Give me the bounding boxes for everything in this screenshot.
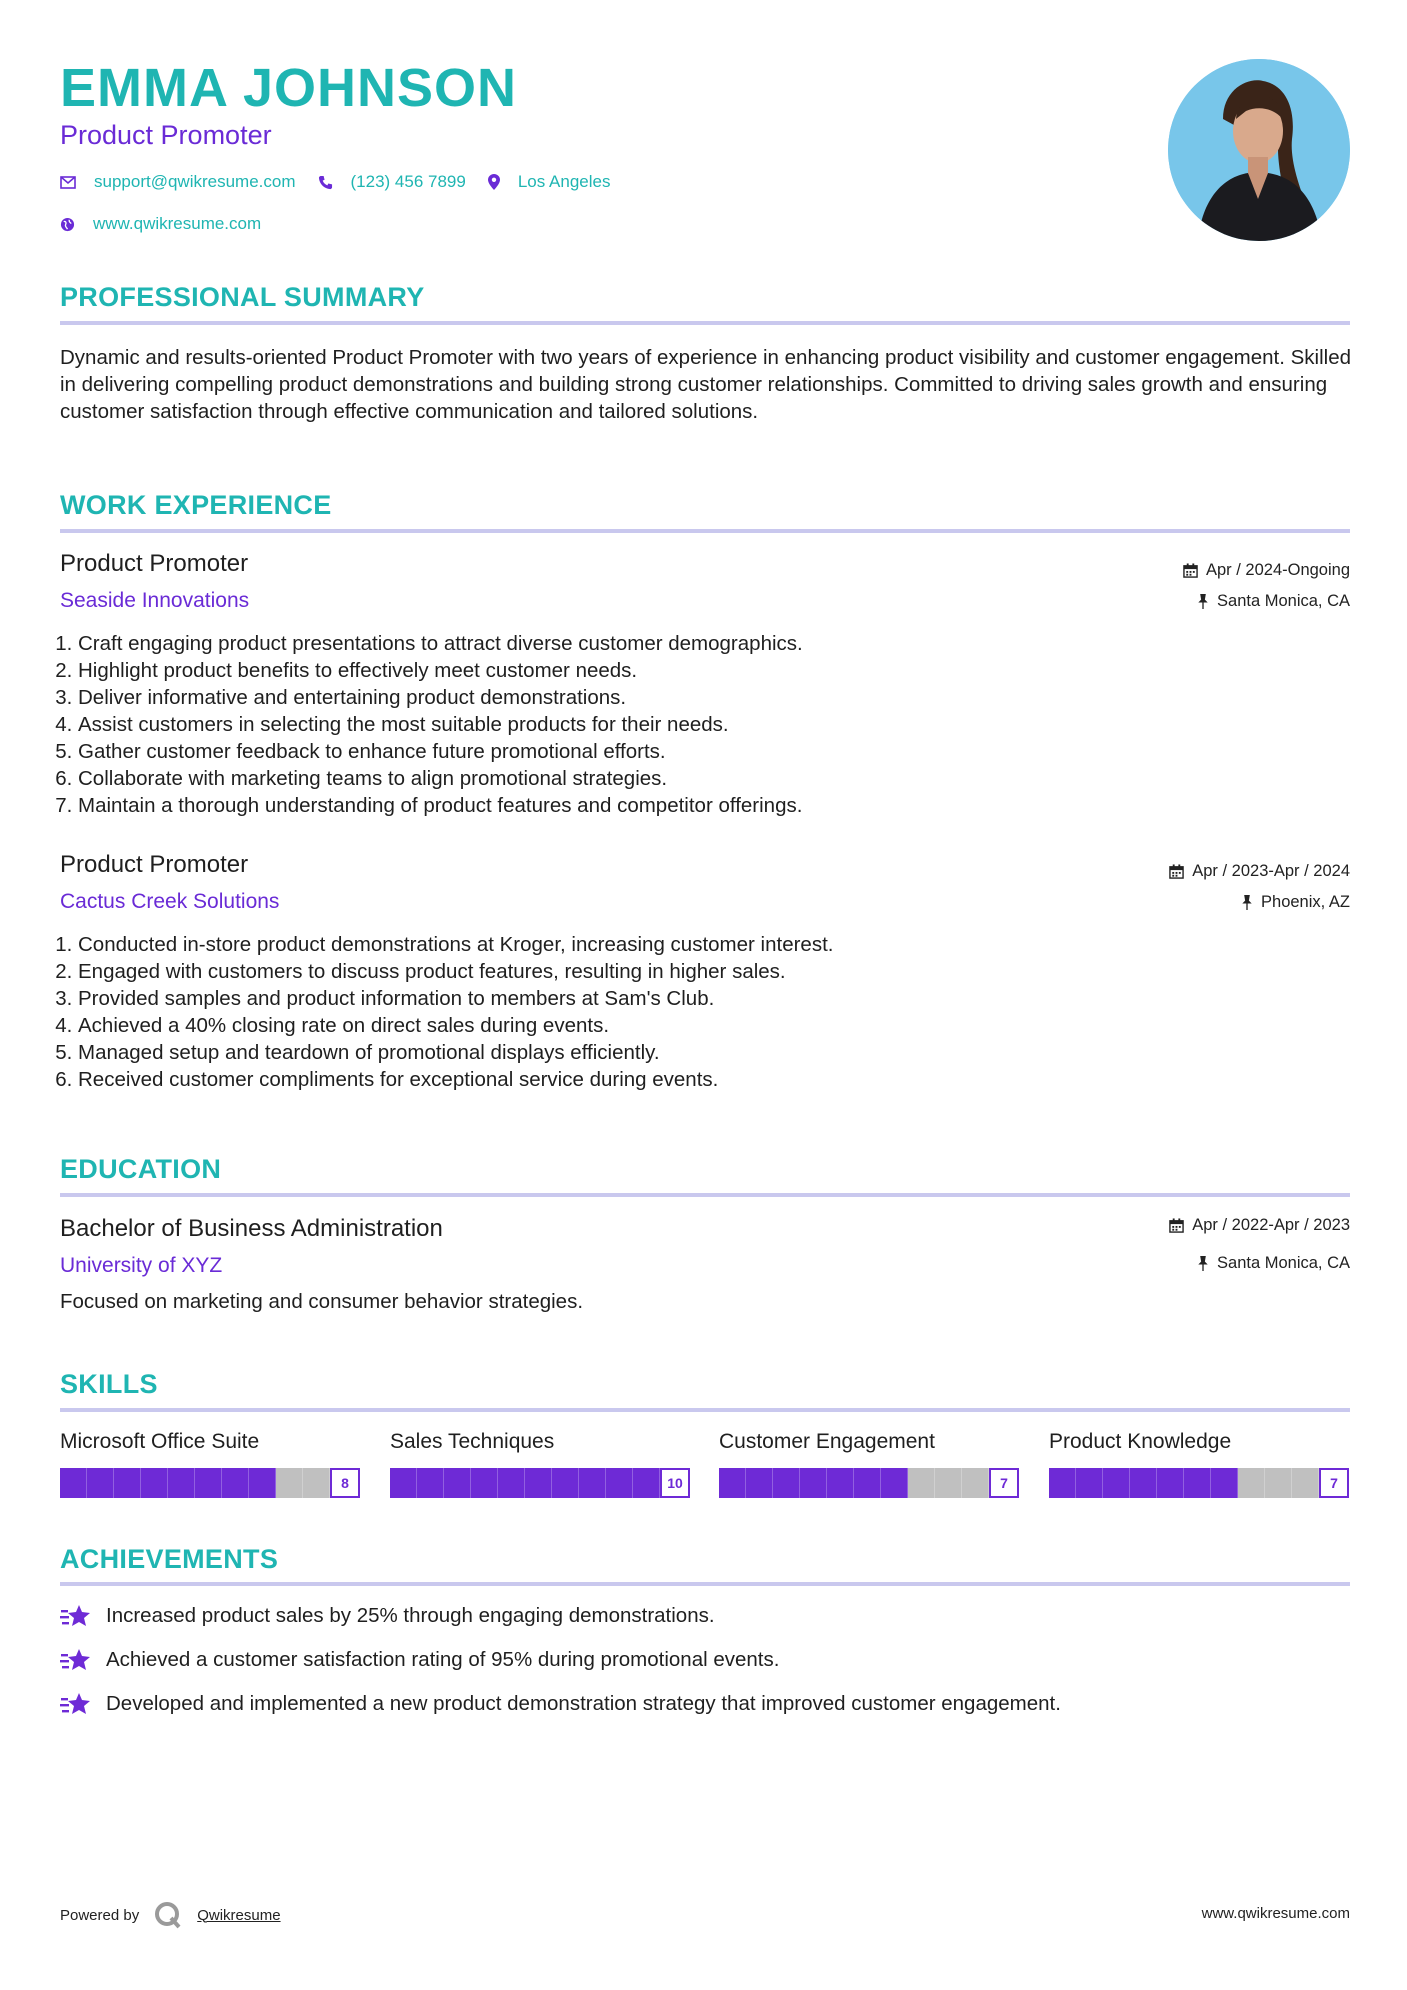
powered-by-text: Powered by bbox=[60, 1906, 140, 1924]
achievement-item bbox=[60, 1647, 779, 1673]
calendar-icon bbox=[1169, 1218, 1184, 1233]
skill-bar bbox=[390, 1468, 690, 1498]
section-divider bbox=[60, 529, 1350, 533]
job-dates bbox=[1183, 559, 1350, 581]
job-dates-text: Apr / 2023-Apr / 2024 bbox=[1192, 862, 1350, 880]
list-item: 3. Deliver informative and entertaining product demonstrations. bbox=[78, 684, 803, 711]
section-title-education: EDUCATION bbox=[60, 1154, 222, 1184]
education-location bbox=[1197, 1252, 1350, 1274]
list-item: 5. Managed setup and teardown of promotional displays efficiently. bbox=[78, 1039, 833, 1066]
skill-bar bbox=[719, 1468, 1019, 1498]
skill-label: Product Knowledge bbox=[1049, 1430, 1232, 1453]
list-item: 1. Conducted in-store product demonstrations at Kroger, increasing customer interest. bbox=[78, 931, 833, 958]
skill-item bbox=[719, 1428, 1019, 1491]
phone-contact[interactable] bbox=[318, 172, 466, 192]
skill-item bbox=[60, 1428, 360, 1491]
job-location-text: Santa Monica, CA bbox=[1217, 592, 1350, 610]
list-item: 6. Collaborate with marketing teams to align promotional strategies. bbox=[78, 765, 803, 792]
job-duties-list bbox=[60, 630, 803, 819]
section-title-achievements: ACHIEVEMENTS bbox=[60, 1544, 279, 1574]
achievement-text: Achieved a customer satisfaction rating of 95% during promotional events. bbox=[106, 1648, 780, 1671]
footer-website[interactable]: www.qwikresume.com bbox=[1201, 1905, 1350, 1922]
skill-level-badge: 7 bbox=[1319, 1468, 1349, 1498]
education-description: Focused on marketing and consumer behavior strategies. bbox=[60, 1290, 584, 1313]
location-contact bbox=[488, 172, 611, 192]
education-school: University of XYZ bbox=[60, 1254, 223, 1277]
email-contact[interactable] bbox=[60, 172, 296, 192]
job-role: Product Promoter bbox=[60, 550, 249, 577]
achievement-item bbox=[60, 1691, 1061, 1717]
qwikresume-link[interactable]: Qwikresume bbox=[197, 1906, 281, 1924]
envelope-icon bbox=[60, 176, 76, 189]
skill-track bbox=[719, 1468, 989, 1498]
section-divider bbox=[60, 1193, 1350, 1197]
skill-track bbox=[1049, 1468, 1319, 1498]
section-divider bbox=[60, 1582, 1350, 1586]
skill-bar bbox=[60, 1468, 360, 1498]
job-location-text: Phoenix, AZ bbox=[1261, 893, 1350, 911]
list-item: 6. Received customer compliments for exceptional service during events. bbox=[78, 1066, 833, 1093]
section-title-skills: SKILLS bbox=[60, 1369, 158, 1399]
location-text: Los Angeles bbox=[517, 172, 611, 191]
achievement-text: Increased product sales by 25% through engaging demonstrations. bbox=[106, 1604, 715, 1627]
contact-row-1 bbox=[60, 172, 632, 192]
job-company: Seaside Innovations bbox=[60, 589, 250, 612]
skill-label: Sales Techniques bbox=[390, 1430, 555, 1453]
education-location-text: Santa Monica, CA bbox=[1217, 1254, 1350, 1272]
qwikresume-logo-icon bbox=[153, 1900, 183, 1930]
candidate-title: Product Promoter bbox=[60, 120, 272, 150]
phone-icon bbox=[318, 175, 333, 190]
shooting-star-icon bbox=[60, 1691, 92, 1717]
globe-icon bbox=[60, 217, 75, 232]
skill-label: Customer Engagement bbox=[719, 1430, 935, 1453]
job-dates-text: Apr / 2024-Ongoing bbox=[1205, 561, 1350, 579]
map-pin-icon bbox=[488, 174, 500, 190]
section-divider bbox=[60, 1408, 1350, 1412]
job-location bbox=[1197, 590, 1350, 612]
pushpin-icon bbox=[1241, 895, 1253, 910]
section-title-experience: WORK EXPERIENCE bbox=[60, 490, 332, 520]
list-item: 2. Engaged with customers to discuss product features, resulting in higher sales. bbox=[78, 958, 833, 985]
skill-label: Microsoft Office Suite bbox=[60, 1430, 260, 1453]
list-item: 4. Achieved a 40% closing rate on direct sales during events. bbox=[78, 1012, 833, 1039]
education-degree: Bachelor of Business Administration bbox=[60, 1215, 443, 1242]
skill-item bbox=[1049, 1428, 1349, 1491]
skill-level-badge: 8 bbox=[330, 1468, 360, 1498]
shooting-star-icon bbox=[60, 1603, 92, 1629]
section-divider bbox=[60, 321, 1350, 325]
website-contact[interactable] bbox=[60, 214, 261, 234]
candidate-name: EMMA JOHNSON bbox=[60, 58, 518, 118]
calendar-icon bbox=[1183, 563, 1198, 578]
education-dates-text: Apr / 2022-Apr / 2023 bbox=[1192, 1216, 1350, 1234]
website-text: www.qwikresume.com bbox=[93, 214, 262, 233]
section-title-summary: PROFESSIONAL SUMMARY bbox=[60, 282, 425, 312]
skill-level-badge: 10 bbox=[660, 1468, 690, 1498]
list-item: 1. Craft engaging product presentations to attract diverse customer demographics. bbox=[78, 630, 803, 657]
profile-photo bbox=[1168, 59, 1350, 241]
calendar-icon bbox=[1169, 864, 1184, 879]
footer-powered-by bbox=[60, 1900, 281, 1930]
skill-bar bbox=[1049, 1468, 1349, 1498]
summary-text: Dynamic and results-oriented Product Promoter with two years of experience in enhancing product visibility and customer engagement. Skilled in delivering compelling product demonstrations and building strong customer relationships. Committed to driving sales growth and ensuring customer satisfaction through effective communication and tailored solutions. bbox=[60, 346, 1352, 423]
job-company: Cactus Creek Solutions bbox=[60, 890, 280, 913]
contact-row-2 bbox=[60, 214, 283, 234]
list-item: 5. Gather customer feedback to enhance future promotional efforts. bbox=[78, 738, 803, 765]
skill-track bbox=[390, 1468, 660, 1498]
list-item: 3. Provided samples and product information to members at Sam's Club. bbox=[78, 985, 833, 1012]
skill-level-badge: 7 bbox=[989, 1468, 1019, 1498]
pushpin-icon bbox=[1197, 1256, 1209, 1271]
list-item: 2. Highlight product benefits to effectively meet customer needs. bbox=[78, 657, 803, 684]
email-text: support@qwikresume.com bbox=[94, 172, 296, 191]
skill-item bbox=[390, 1428, 690, 1491]
education-dates bbox=[1169, 1214, 1350, 1236]
shooting-star-icon bbox=[60, 1647, 92, 1673]
job-location bbox=[1241, 891, 1350, 913]
job-dates bbox=[1169, 860, 1350, 882]
achievement-text: Developed and implemented a new product demonstration strategy that improved customer engagement. bbox=[106, 1692, 1061, 1715]
achievement-item bbox=[60, 1603, 715, 1629]
skill-track bbox=[60, 1468, 330, 1498]
list-item: 7. Maintain a thorough understanding of product features and competitor offerings. bbox=[78, 792, 803, 819]
pushpin-icon bbox=[1197, 594, 1209, 609]
job-role: Product Promoter bbox=[60, 851, 249, 878]
phone-text: (123) 456 7899 bbox=[350, 172, 466, 191]
list-item: 4. Assist customers in selecting the most suitable products for their needs. bbox=[78, 711, 803, 738]
job-duties-list bbox=[60, 931, 833, 1093]
